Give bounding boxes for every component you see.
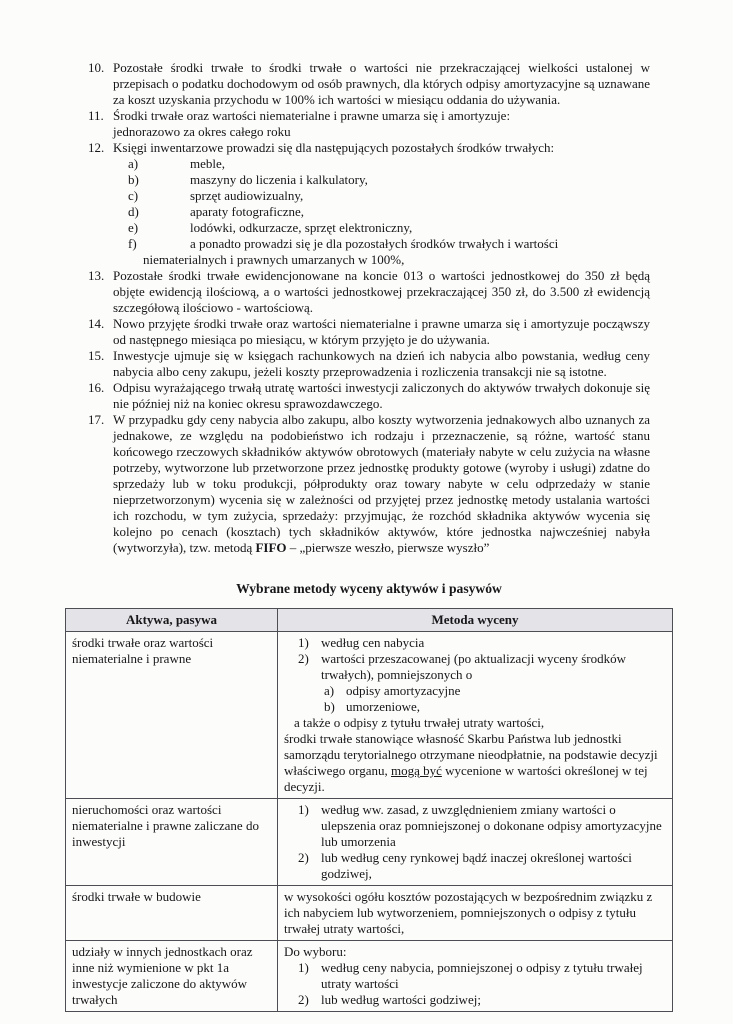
method-intro: Do wyboru: bbox=[284, 944, 347, 959]
list-item-17 bbox=[88, 412, 650, 556]
sub-item-f-continuation: niematerialnych i prawnych umarzanych w 100%, bbox=[143, 252, 405, 267]
list-item-text-line2: jednorazowo za okres całego roku bbox=[113, 124, 291, 139]
row1-left-cell: środki trwałe oraz wartości niematerialne i prawne bbox=[66, 632, 278, 799]
list-item-15 bbox=[88, 348, 650, 380]
list-item-number: 15. bbox=[88, 348, 105, 363]
method-text: w wysokości ogółu kosztów pozostających w bezpośrednim związku z ich nabyciem lub wytworzeniem, pomniejszonych o odpisy z tytułu trwałej utraty wartości, bbox=[284, 889, 653, 936]
numbered-list bbox=[88, 60, 650, 556]
method-item: 1) według ceny nabycia, pomniejszonej o odpisy z tytułu trwałej utraty wartości bbox=[298, 960, 643, 991]
row3-right-cell bbox=[278, 886, 673, 941]
valuation-methods-table bbox=[65, 608, 673, 1012]
row1-right-cell bbox=[278, 632, 673, 799]
method-sub-item: b) umorzeniowe, bbox=[324, 699, 421, 714]
sub-item-b: b) maszyny do liczenia i kalkulatory, bbox=[128, 172, 368, 187]
header-metoda-wyceny: Metoda wyceny bbox=[278, 609, 673, 632]
fifo-bold-term: FIFO bbox=[255, 540, 287, 555]
sub-item-f: f) a ponadto prowadzi się je dla pozostałych środków trwałych i wartości bbox=[128, 236, 559, 251]
list-item-11 bbox=[88, 108, 650, 140]
underlined-phrase: mogą być bbox=[390, 763, 442, 778]
table-row bbox=[66, 941, 673, 1012]
row2-right-cell bbox=[278, 799, 673, 886]
list-item-number: 10. bbox=[88, 60, 105, 75]
sub-item-a: a) meble, bbox=[128, 156, 226, 171]
row3-left-cell: środki trwałe w budowie bbox=[66, 886, 278, 941]
row2-left-cell: nieruchomości oraz wartości niematerialne i prawne zaliczane do inwestycji bbox=[66, 799, 278, 886]
list-item-13 bbox=[88, 268, 650, 316]
method-item: 2) wartości przeszacowanej (po aktualizacji wyceny środków trwałych), pomniejszonych o bbox=[298, 651, 627, 682]
method-item: 2) lub według wartości godziwej; bbox=[298, 992, 481, 1007]
list-item-14 bbox=[88, 316, 650, 348]
list-item-12 bbox=[88, 140, 650, 268]
table-row bbox=[66, 632, 673, 799]
table-row bbox=[66, 886, 673, 941]
list-item-number: 12. bbox=[88, 140, 105, 155]
list-item-10 bbox=[88, 60, 650, 108]
list-item-number: 11. bbox=[88, 108, 104, 123]
list-item-text: Inwestycje ujmuje się w księgach rachunkowych na dzień ich nabycia albo powstania, według ceny nabycia albo ceny zakupu, jeżeli koszty przeprowadzenia i rozliczenia transakcji nie są istotne. bbox=[113, 348, 650, 379]
row4-left-cell: udziały w innych jednostkach oraz inne niż wymienione w pkt 1a inwestycje zaliczone do aktywów trwałych bbox=[66, 941, 278, 1012]
list-item-text: Środki trwałe oraz wartości niematerialne i prawne umarza się i amortyzuje: bbox=[113, 108, 511, 123]
method-item: 2) lub według ceny rynkowej bądź inaczej określonej wartości godziwej, bbox=[298, 850, 632, 881]
table-row bbox=[66, 799, 673, 886]
list-item-text: Pozostałe środki trwałe ewidencjonowane na koncie 013 o wartości jednostkowej do 350 zł będą objęte ewidencją ilościową, a o wartości jednostkowej przekraczającej 350 zł, do 3.500 zł ewidencją szczegółową ilościowo - wartościową. bbox=[113, 268, 650, 315]
list-item-number: 17. bbox=[88, 412, 105, 427]
sub-item-c: c) sprzęt audiowizualny, bbox=[128, 188, 304, 203]
list-item-number: 16. bbox=[88, 380, 105, 395]
list-item-text: Odpisu wyrażającego trwałą utratę wartości inwestycji zaliczonych do aktywów trwałych dokonuje się nie później niż na koniec okresu sprawozdawczego. bbox=[113, 380, 650, 411]
list-item-number: 14. bbox=[88, 316, 105, 331]
table-header-row bbox=[66, 609, 673, 632]
list-item-text: Księgi inwentarzowe prowadzi się dla następujących pozostałych środków trwałych: bbox=[113, 140, 555, 155]
method-addendum: a także o odpisy z tytułu trwałej utraty wartości, bbox=[294, 715, 545, 730]
method-sub-item: a) odpisy amortyzacyjne bbox=[324, 683, 461, 698]
sub-item-d: d) aparaty fotograficzne, bbox=[128, 204, 305, 219]
method-item: 1) według cen nabycia bbox=[298, 635, 425, 650]
header-aktywa-pasywa: Aktywa, pasywa bbox=[66, 609, 278, 632]
list-item-text: Nowo przyjęte środki trwałe oraz wartości niematerialne i prawne umarza się i amortyzuje począwszy od następnego miesiąca po miesiącu, w którym przyjęto je do używania. bbox=[113, 316, 650, 347]
method-note: środki trwałe stanowiące własność Skarbu Państwa lub jednostki samorządu terytorialnego otrzymane nieodpłatnie, na podstawie decyzji właściwego organu, mogą być wycenione w wartości określonej w tej decyzji. bbox=[284, 731, 658, 794]
list-item-number: 13. bbox=[88, 268, 105, 283]
sub-item-e: e) lodówki, odkurzacze, sprzęt elektroniczny, bbox=[128, 220, 413, 235]
list-item-text: W przypadku gdy ceny nabycia albo zakupu, albo koszty wytworzenia jednakowych albo uznanych za jednakowe, ze względu na podobieństwo ich rodzaju i przeznaczenie, są różne, wartość stanu końcowego rzeczowych składników aktywów obrotowych (materiały nabyte w celu zużycia na własne potrzeby, wytworzone lub przetworzone przez jednostkę produkty gotowe (wyroby i usługi) zdatne do sprzedaży lub w toku produkcji, półprodukty oraz towary nabyte w celu odprzedaży w stanie nieprzetworzonym) wycenia się w zależności od przyjętej przez jednostkę metody ustalania wartości ich rozchodu, w tym zużycia, sprzedaży: przyjmując, że rozchód składnika aktywów wycenia się kolejno po cenach (kosztach) tych składników aktywów, które jednostka najwcześniej nabyła (wytworzyła), tzw. metodą FIFO – „pierwsze weszło, pierwsze wyszło” bbox=[113, 412, 650, 555]
row4-right-cell bbox=[278, 941, 673, 1012]
table-title: Wybrane metody wyceny aktywów i pasywów bbox=[236, 581, 502, 596]
list-item-text: Pozostałe środki trwałe to środki trwałe o wartości nie przekraczającej wielkości ustalonej w przepisach o podatku dochodowym od osób prawnych, dla których odpisy amortyzacyjne są uznawane za koszt uzyskania przychodu w 100% ich wartości w miesiącu oddania do używania. bbox=[113, 60, 650, 107]
method-item: 1) według ww. zasad, z uwzględnieniem zmiany wartości o ulepszenia oraz pomniejszonej o dokonane odpisy amortyzacyjne lub umorzenia bbox=[298, 802, 662, 849]
list-item-16 bbox=[88, 380, 650, 412]
